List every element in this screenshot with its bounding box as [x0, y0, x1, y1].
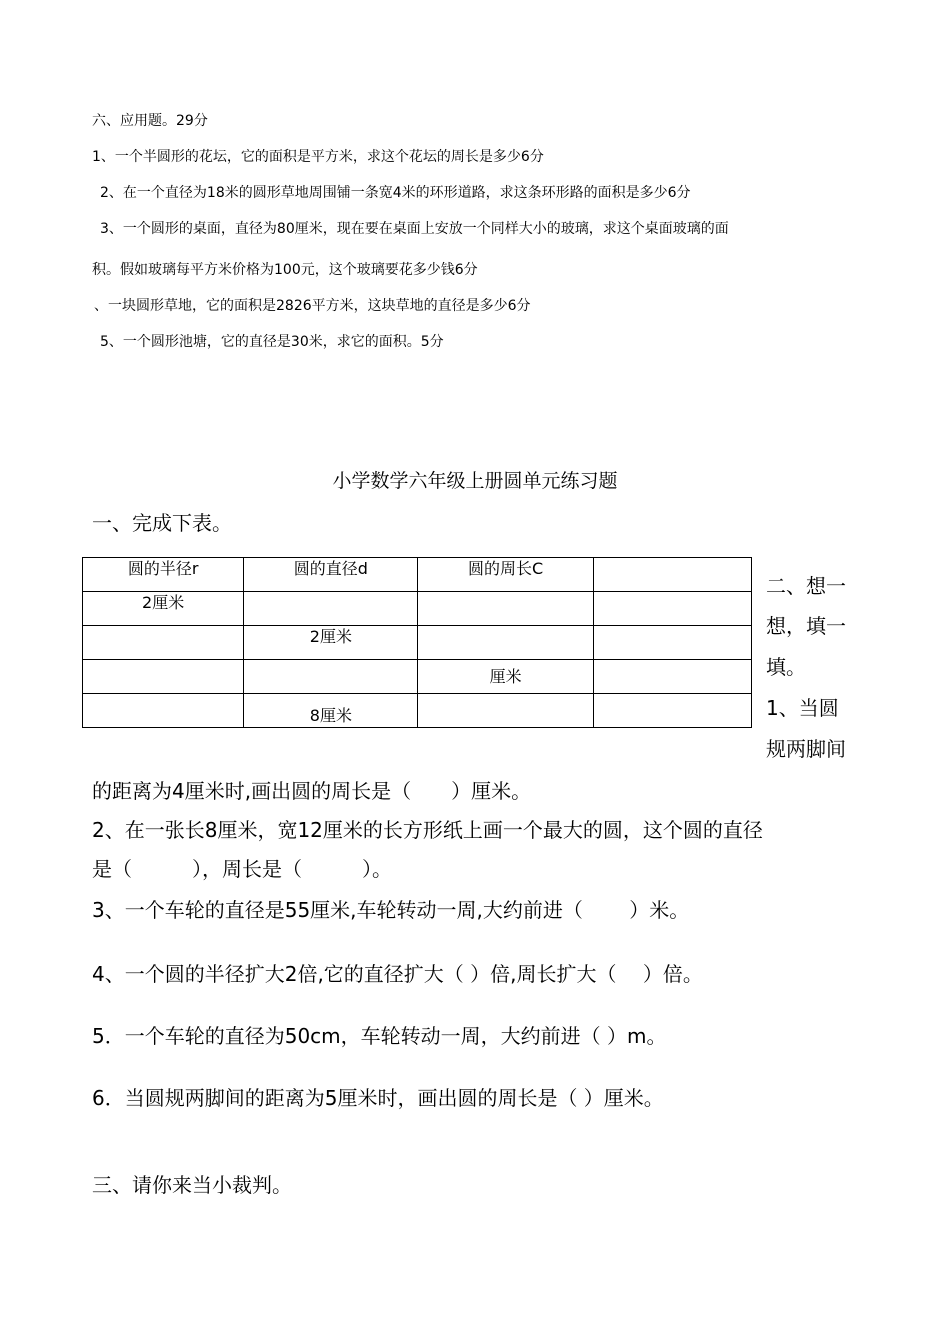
- table-row: [83, 626, 752, 660]
- section6-q3-line1: 3、一个圆形的桌面，直径为80厘米，现在要在桌面上安放一个同样大小的玻璃，求这个桌面玻璃的面: [100, 221, 729, 237]
- section2-q3: 3、一个车轮的直径是55厘米,车轮转动一周,大约前进（ ）米。: [92, 898, 690, 922]
- table-row: [83, 660, 752, 694]
- section2-side-line-5: 规两脚间: [766, 737, 846, 761]
- section2-side-line-2: 想，填一: [766, 614, 846, 638]
- section2-q2-line2: 是（ ），周长是（ ）。: [92, 857, 392, 881]
- table-header-cell: 圆的半径r: [83, 558, 244, 592]
- section2-q1-continued: 的距离为4厘米时,画出圆的周长是（ ）厘米。: [92, 779, 532, 803]
- section2-side-line-1: 二、想一: [766, 574, 846, 598]
- table-cell: [83, 660, 244, 694]
- section2-q5: 5．一个车轮的直径为50cm，车轮转动一周，大约前进（ ）m。: [92, 1024, 667, 1048]
- table-header-cell: 圆的直径d: [244, 558, 418, 592]
- section2-q2-line1: 2、在一张长8厘米，宽12厘米的长方形纸上画一个最大的圆，这个圆的直径: [92, 818, 763, 842]
- table-cell: [244, 660, 418, 694]
- table-cell: [244, 592, 418, 626]
- table-cell: [418, 592, 593, 626]
- section6-q1: 1、一个半圆形的花坛，它的面积是平方米，求这个花坛的周长是多少6分: [92, 149, 544, 165]
- section2-side-line-4: 1、当圆: [766, 696, 839, 720]
- table-cell: 2厘米: [83, 592, 244, 626]
- section6-q4: 、一块圆形草地，它的面积是2826平方米，这块草地的直径是多少6分: [94, 298, 531, 314]
- section6-q3-line2: 积。假如玻璃每平方米价格为100元，这个玻璃要花多少钱6分: [92, 262, 478, 278]
- table-cell: [83, 694, 244, 728]
- section6-heading: 六、应用题。29分: [92, 113, 208, 129]
- section3-heading: 三、请你来当小裁判。: [92, 1173, 292, 1197]
- table-cell: [418, 694, 593, 728]
- table-cell: 8厘米: [244, 694, 418, 728]
- table-cell: [83, 626, 244, 660]
- table-header-row: [83, 558, 752, 592]
- section6-q2: 2、在一个直径为18米的圆形草地周围铺一条宽4米的环形道路，求这条环形路的面积是多少6分: [100, 185, 691, 201]
- table-header-cell: 圆的周长C: [418, 558, 593, 592]
- table-cell: [593, 694, 751, 728]
- circle-table: [82, 557, 752, 728]
- table-cell: [593, 592, 751, 626]
- section2-q6: 6．当圆规两脚间的距离为5厘米时，画出圆的周长是（ ）厘米。: [92, 1086, 664, 1110]
- table-cell: [418, 626, 593, 660]
- section1-heading: 一、完成下表。: [92, 511, 232, 535]
- table-cell: [593, 660, 751, 694]
- section2-side-line-3: 填。: [766, 655, 806, 679]
- table-cell: 2厘米: [244, 626, 418, 660]
- page-title: 小学数学六年级上册圆单元练习题: [332, 470, 618, 492]
- table-cell: 厘米: [418, 660, 593, 694]
- table-row: [83, 694, 752, 728]
- section6-q5: 5、一个圆形池塘，它的直径是30米，求它的面积。5分: [100, 334, 444, 350]
- section2-q4: 4、一个圆的半径扩大2倍,它的直径扩大（ ）倍,周长扩大（ ）倍。: [92, 962, 703, 986]
- table-header-cell: [593, 558, 751, 592]
- table-cell: [593, 626, 751, 660]
- table-row: [83, 592, 752, 626]
